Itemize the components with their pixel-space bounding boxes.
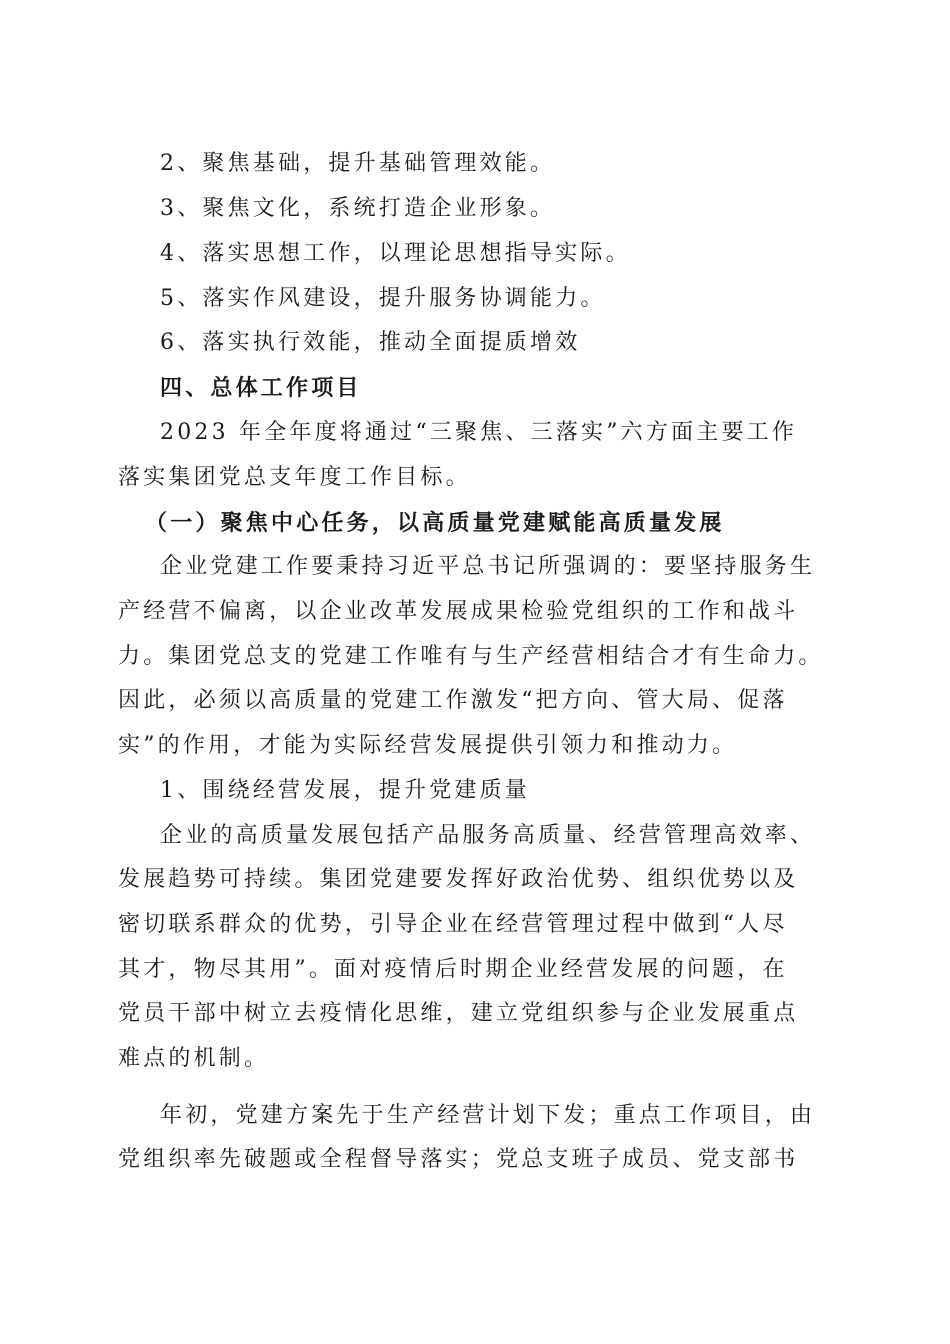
list-item: 4、落实思想工作，以理论思想指导实际。 [160,241,631,266]
paragraph-line: 党员干部中树立去疫情化思维，建立党组织参与企业发展重点 [118,1001,799,1026]
paragraph-line: 密切联系群众的优势，引导企业在经营管理过程中做到“人尽 [118,912,788,937]
list-item: 5、落实作风建设，提升服务协调能力。 [160,286,606,311]
paragraph-line: 年初，党建方案先于生产经营计划下发；重点工作项目，由 [160,1103,816,1128]
section-heading: 四、总体工作项目 [160,375,362,401]
paragraph-line: 因此，必须以高质量的党建工作激发“把方向、管大局、促落 [118,688,788,713]
paragraph-line: 企业的高质量发展包括产品服务高质量、经营管理高效率、 [160,823,816,848]
paragraph-line: 2023 年全年度将通过“三聚焦、三落实”六方面主要工作 [160,420,798,445]
item-heading: 1、围绕经营发展，提升党建质量 [160,778,530,803]
paragraph-line: 落实集团党总支年度工作目标。 [118,465,471,490]
paragraph-line: 发展趋势可持续。集团党建要发挥好政治优势、组织优势以及 [118,867,799,892]
paragraph-line: 力。集团党总支的党建工作唯有与生产经营相结合才有生命力。 [118,644,824,669]
paragraph-line: 产经营不偏离，以企业改革发展成果检验党组织的工作和战斗 [118,599,799,624]
subsection-heading: （一）聚焦中心任务，以高质量党建赋能高质量发展 [145,510,725,536]
list-item: 2、聚焦基础，提升基础管理效能。 [160,151,556,176]
paragraph-line: 其才，物尽其用”。面对疫情后时期企业经营发展的问题，在 [118,957,788,982]
list-item: 6、落实执行效能，推动全面提质增效 [160,330,581,355]
list-item: 3、聚焦文化，系统打造企业形象。 [160,196,556,221]
paragraph-line: 实”的作用，才能为实际经营发展提供引领力和推动力。 [118,733,738,758]
paragraph-line: 党组织率先破题或全程督导落实；党总支班子成员、党支部书 [118,1147,799,1172]
paragraph-line: 难点的机制。 [118,1046,270,1071]
paragraph-line: 企业党建工作要秉持习近平总书记所强调的：要坚持服务生 [160,554,816,579]
